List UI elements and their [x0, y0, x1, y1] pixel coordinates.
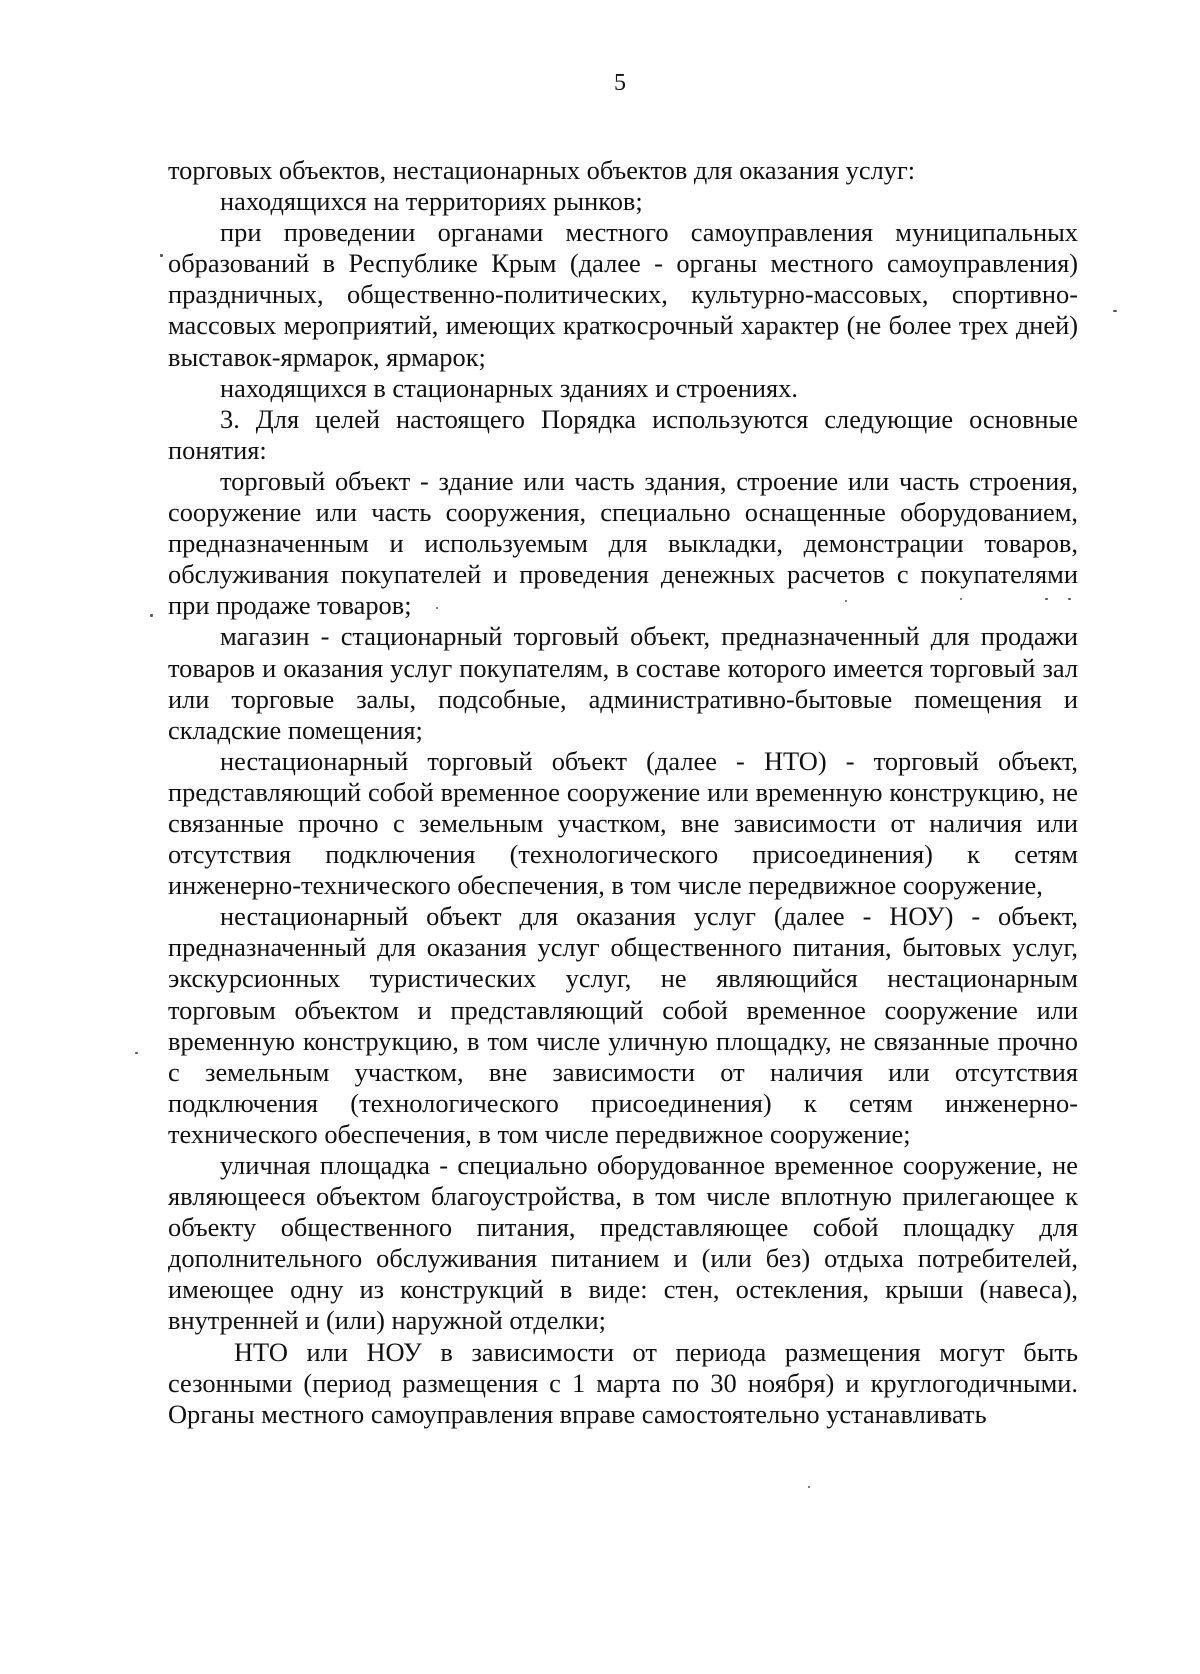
- scan-speck: [808, 1486, 810, 1488]
- paragraph-definition-street-area: уличная площадка - специально оборудованное временное сооружение, не являющееся объектом благоустройства, в том числе вплотную прилегающее к объекту общественного питания, представляющее собой площадку для дополнительного обслуживания питанием и (или без) отдыха потребителей, имеющее одну из конструкций в виде: стен, остекления, крыши (навеса), внутренней и (или) наружной отделки;: [168, 1150, 1078, 1336]
- paragraph-item-3-concepts: 3. Для целей настоящего Порядка используются следующие основные понятия:: [168, 403, 1078, 465]
- scan-speck: [845, 600, 847, 602]
- paragraph-definition-shop: магазин - стационарный торговый объект, предназначенный для продажи товаров и оказания услуг покупателям, в составе которого имеется торговый зал или торговые залы, подсобные, административно-бытовые помещения и складские помещения;: [168, 621, 1078, 745]
- scan-speck: [135, 1052, 138, 1054]
- paragraph-definition-nou: нестационарный объект для оказания услуг (далее - НОУ) - объект, предназначенный для оказания услуг общественного питания, бытовых услуг, экскурсионных туристических услуг, не являющийся нестационарным торговым объектом и представляющий собой временное сооружение или временную конструкцию, в том числе уличную площадку, не связанные прочно с земельным участком, вне зависимости от наличия или отсутствия подключения (технологического присоединения) к сетям инженерно-технического обеспечения, в том числе передвижное сооружение;: [168, 901, 1078, 1149]
- paragraph-seasonal-periods: НТО или НОУ в зависимости от периода размещения могут быть сезонными (период размещения с 1 марта по 30 ноября) и круглогодичными. Органы местного самоуправления вправе самостоятельно устанавливать: [168, 1336, 1078, 1429]
- scan-speck: [150, 614, 153, 617]
- scan-speck: [436, 607, 438, 609]
- paragraph-stationary-buildings: находящихся в стационарных зданиях и строениях.: [220, 372, 798, 403]
- page-number: 5: [614, 70, 626, 96]
- scan-speck: [160, 254, 163, 257]
- scan-speck: [1113, 310, 1117, 312]
- paragraph-continuation: торговых объектов, нестационарных объектов для оказания услуг:: [168, 155, 916, 185]
- scan-speck: [960, 598, 962, 600]
- paragraph-definition-trade-object: торговый объект - здание или часть здания, строение или часть строения, сооружение или часть сооружения, специально оснащенные оборудованием, предназначенным и используемым для выкладки, демонстрации товаров, обслуживания покупателей и проведения денежных расчетов с покупателями при продаже товаров;: [168, 465, 1078, 621]
- scan-speck: [1045, 598, 1048, 600]
- paragraph-markets: находящихся на территориях рынков;: [220, 186, 643, 217]
- document-body: [168, 155, 1078, 1430]
- scan-speck: [1068, 598, 1071, 600]
- paragraph-definition-nto: нестационарный торговый объект (далее - НТО) - торговый объект, представляющий собой временное сооружение или временную конструкцию, не связанные прочно с земельным участком, вне зависимости от наличия или отсутствия подключения (технологического присоединения) к сетям инженерно-технического обеспечения, в том числе передвижное сооружение,: [168, 745, 1078, 901]
- paragraph-events: при проведении органами местного самоуправления муниципальных образований в Республике Крым (далее - органы местного самоуправления) праздничных, общественно-политических, культурно-массовых, спортивно-массовых мероприятий, имеющих краткосрочный характер (не более трех дней) выставок-ярмарок, ярмарок;: [168, 217, 1078, 372]
